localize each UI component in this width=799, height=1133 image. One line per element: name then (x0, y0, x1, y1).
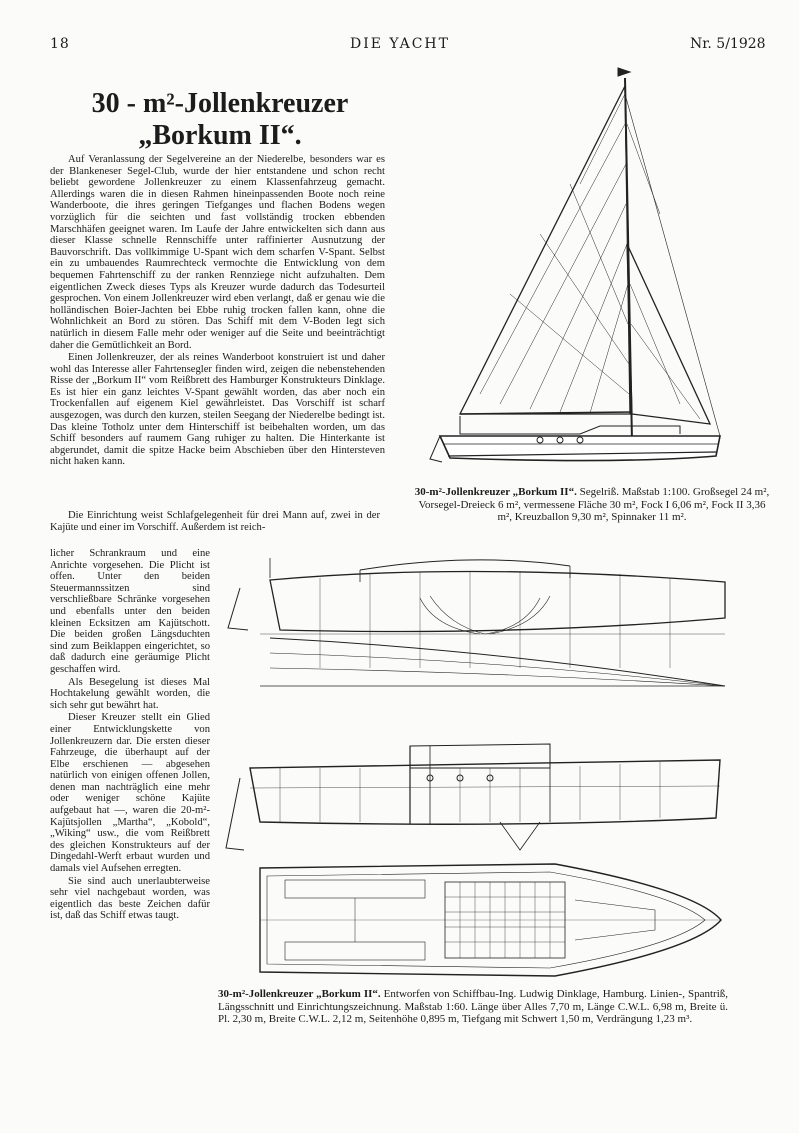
plan-caption-text: Entworfen von Schiffbau-Ing. Ludwig Dinklage, Hamburg. Linien-, Spantriß, Längsschnitt und Einrichtungszeichnung. Maßstab 1:60. Länge über Alles 7,70 m, Länge C.W.L. 6,98 m, Breite ü. Pl. 2,30 m, Breite C.W.L. 2,12 m, Seitenhöhe 0,895 m, Tiefgang mit Schwert 1,50 m, Verdrängung 1,23 m³. (218, 988, 728, 1025)
lines-plan-drawing (220, 548, 730, 688)
article-title-line1: 30 - m²-Jollenkreuzer (91, 88, 349, 119)
lines-plan-caption (218, 988, 728, 1026)
paragraph-6: Sie sind auch unerlaubterweise sehr viel nachgebaut worden, was eigentlich das beste Zeichen dafür ist, daß das Schiff etwas taugt. (50, 875, 210, 922)
sail-plan-drawing (420, 64, 750, 484)
longitudinal-section-drawing (220, 738, 730, 862)
page-number: 18 (50, 36, 70, 52)
paragraph-4: Als Besegelung ist dieses Mal Hochtakelung gewählt worden, die sich sehr gut bewährt hat. (50, 676, 210, 711)
paragraph-1: Auf Veranlassung der Segelvereine an der Niederelbe, besonders war es der Blankeneser Segel-Club, wurde der hier entstandene und schon recht beliebt gewordene Jollenkreuzer zu einem Klassenfahrzeug gemacht. Allerdings waren die in diesen Rahmen hineinpassenden Boote noch reine Wanderboote, die ihres geringen Tiefganges und flachen Bodens wegen vorzüglich für die seichten und fast vollständig trocken ebbenden Marschhäfen geeignet waren. Im Laufe der Jahre entwickelten sich dann aus dieser Klasse schnelle Rennschiffe unter raffinierter Ausnutzung der Bauvorschrift. Das vollkimmige U-Spant wich dem scharfen V-Spant. Selbst ein zu umbauendes Raumrechteck vermochte die Entwicklung von dem bequemen Fahrtenschiff zu der ranken Rennziege nicht aufzuhalten. Dem eigentlichen Zweck dieses Typs als Kreuzer wurde dadurch das Todesurteil gesprochen. Von einem Jollenkreuzer wird eben verlangt, daß er genau wie die holländischen Boier-Jachten bei Ebbe ruhig trocken fallen kann, ohne die Wohnlichkeit an Bord zu stören. Das Schiff mit dem V-Boden legt sich natürlich in diesem Falle mehr oder weniger auf die Seite und beeinträchtigt daher die Gemütlichkeit an Bord. (50, 154, 385, 351)
article-title-line2: „Borkum II“. (138, 120, 302, 151)
sail-caption-text: Segelriß. Maßstab 1:100. Großsegel 24 m², Vorsegel-Dreieck 6 m², vermessene Fläche 30 m², Fock I 6,06 m², Fock II 3,36 m², Kreuzballon 9,30 m², Spinnaker 11 m². (418, 486, 770, 523)
magazine-title: DIE YACHT (350, 36, 450, 52)
paragraph-3a: Die Einrichtung weist Schlafgelegenheit für drei Mann auf, zwei in der Kajüte und einer im Vorschiff. Außerdem ist reich- (50, 510, 380, 533)
paragraph-3b: licher Schrankraum und eine Anrichte vorgesehen. Die Plicht ist offen. Unter den beiden Steuermannssitzen sind verschließbare Schränke vorgesehen und ebenfalls unter den beiden kleinen Ecksitzen am Kajütschott. Die beiden großen Längsduchten sind zum Beiklappen eingerichtet, so daß dadurch eine geräumige Plicht geschaffen wird. (50, 548, 210, 675)
article-body-wide (50, 510, 380, 534)
article-body-narrow (50, 548, 210, 923)
paragraph-2: Einen Jollenkreuzer, der als reines Wanderboot konstruiert ist und daher wohl das Interesse aller Fahrtensegler finden wird, zeigen die nebenstehenden Risse der „Borkum II“ vom Reißbrett des Hamburger Konstrukteurs Dinklage. Es ist hier ein ganz leichtes V-Spant gewählt worden, das aber noch ein Trockenfallen auf eigenem Kiel gewährleistet. Das Vorschiff ist scharf ausgezogen, was durch den kurzen, steilen Seegang der Niederelbe bedingt ist. Das kleine Totholz unter dem Hinterschiff ist beibehalten worden, um das Schiff besonders auf raumem Gang ruhiger zu halten. Die Hinterkante ist abgerundet, damit die spitze Hacke beim Abschieben über den Hintersteven nicht haken kann. (50, 352, 385, 468)
sail-plan-caption (412, 486, 772, 524)
paragraph-5: Dieser Kreuzer stellt ein Glied einer Entwicklungskette von Jollenkreuzern dar. Die ersten dieser Fahrzeuge, die überhaupt auf der Elbe erschienen — abgesehen natürlich von einigen offenen Jollen, denen man nachträglich eine mehr oder weniger schöne Kajüte aufgebaut hat —, waren die 20-m²-Kajütsjollen „Martha“, „Kobold“, „Wiking“ usw., die vom Reißbrett des gleichen Konstrukteurs auf der Dingedahl-Werft erbaut wurden und damals viel Aufsehen erregten. (50, 712, 210, 875)
accommodation-plan-drawing (255, 860, 725, 980)
article-body-top (50, 154, 385, 469)
sail-caption-title: 30-m²-Jollenkreuzer „Borkum II“. (414, 486, 577, 498)
issue-number: Nr. 5/1928 (690, 36, 766, 52)
plan-caption-title: 30-m²-Jollenkreuzer „Borkum II“. (218, 988, 381, 1000)
